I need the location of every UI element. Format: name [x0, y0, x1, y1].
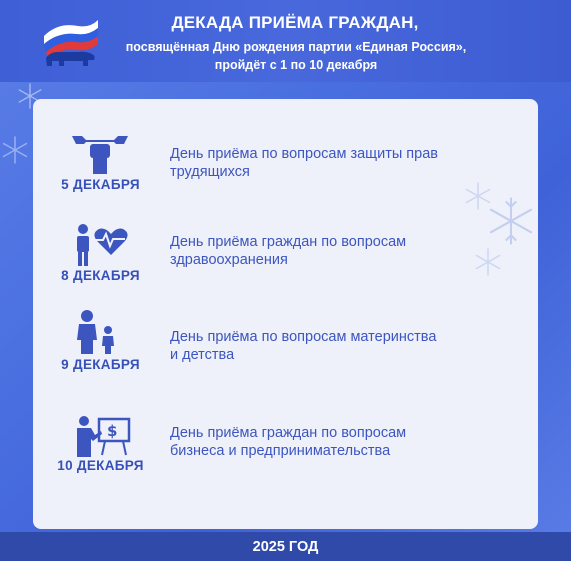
event-date: 10 ДЕКАБРЯ: [57, 458, 144, 473]
fist-wrench-icon: [70, 132, 130, 176]
events-card: [33, 99, 538, 529]
event-description-line: трудящихся: [170, 164, 250, 180]
event-description-line: День приёма граждан по вопросам: [170, 425, 407, 441]
event-description-line: и детства: [170, 347, 235, 363]
event-description: [170, 328, 510, 364]
event-date: 5 ДЕКАБРЯ: [61, 177, 140, 192]
event-date: 9 ДЕКАБРЯ: [61, 357, 140, 372]
event-description-line: здравоохранения: [170, 252, 288, 268]
svg-text:$: $: [107, 422, 118, 440]
event-description: [170, 233, 510, 269]
page-title: ДЕКАДА ПРИЁМА ГРАЖДАН,: [171, 13, 419, 32]
event-description-line: День приёма по вопросам защиты прав: [170, 146, 438, 162]
page-subtitle: [96, 38, 496, 74]
event-date: 8 ДЕКАБРЯ: [61, 268, 140, 283]
businessman-board-icon: [75, 415, 135, 459]
subtitle-line-2: пройдёт с 1 по 10 декабря: [214, 58, 378, 72]
event-description-line: День приёма граждан по вопросам: [170, 234, 407, 250]
party-logo: [38, 14, 102, 70]
snowflake-icon: [0, 128, 30, 172]
event-description-line: бизнеса и предпринимательства: [170, 443, 391, 459]
footer-year: 2025 ГОД: [0, 532, 571, 561]
event-description-line: День приёма по вопросам материнства: [170, 329, 437, 345]
event-description: [170, 145, 510, 181]
subtitle-line-1: посвящённая Дню рождения партии «Единая Россия»,: [125, 40, 467, 54]
event-description: [170, 424, 510, 460]
doctor-heart-icon: [73, 223, 133, 267]
mother-child-icon: [73, 310, 133, 354]
